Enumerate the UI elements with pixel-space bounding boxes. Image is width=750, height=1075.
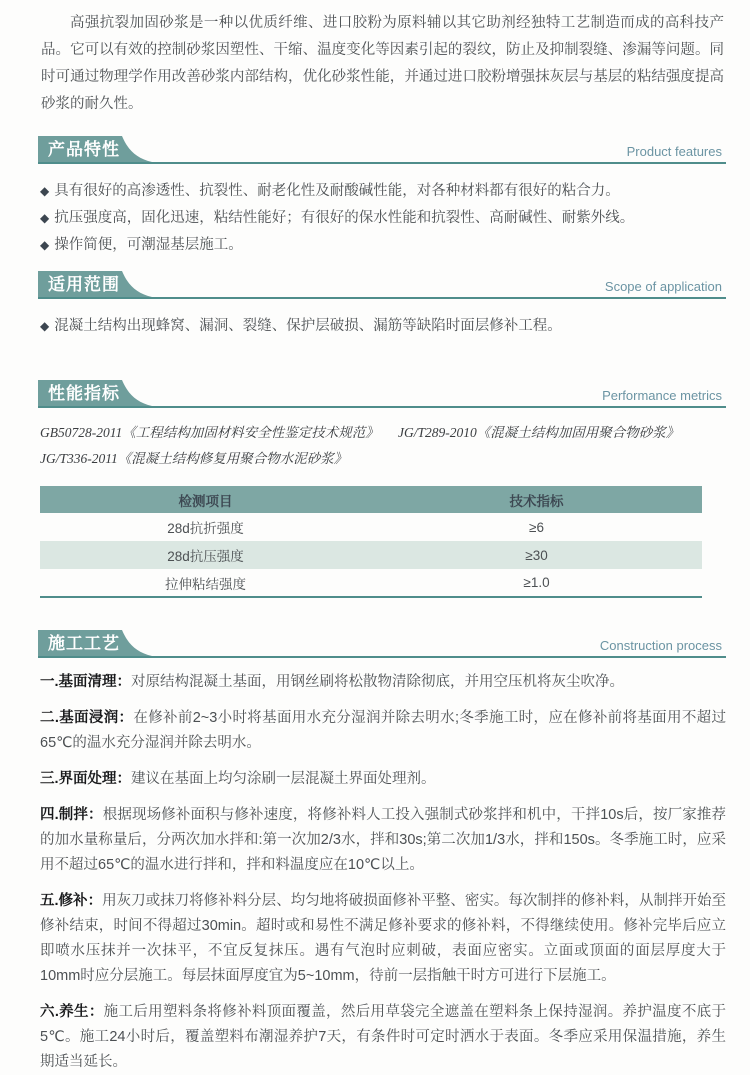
standard-reference: JG/T336-2011《混凝土结构修复用聚合物水泥砂浆》 [40, 451, 348, 466]
section-header-performance-metrics [38, 380, 726, 408]
table-row [40, 513, 702, 541]
table-row [40, 569, 702, 597]
standards-row [40, 420, 726, 446]
section-subtitle: Construction process [599, 638, 722, 653]
section-title: 适用范围 [38, 271, 122, 297]
badge-tail-shape [122, 271, 152, 297]
table-cell-value: ≥30 [371, 541, 702, 569]
table-cell-item: 28d抗折强度 [167, 521, 244, 536]
section-badge [38, 630, 152, 656]
section-badge [38, 380, 152, 406]
performance-table [40, 486, 702, 598]
construction-step [40, 803, 726, 878]
table-cell-value: ≥6 [529, 519, 544, 535]
section-title: 施工工艺 [38, 630, 122, 656]
diamond-bullet-icon: ◆ [40, 184, 50, 198]
diamond-bullet-icon: ◆ [40, 238, 50, 252]
table-header-tech-spec: 技术指标 [371, 486, 702, 513]
table-row [40, 541, 702, 569]
table-header-row [40, 486, 702, 513]
list-item [40, 178, 726, 205]
section-header-construction-process [38, 630, 726, 658]
section-header-product-features [38, 136, 726, 164]
table-cell-item: 28d抗压强度 [40, 541, 371, 569]
table-header-test-item: 检测项目 [40, 486, 371, 513]
badge-tail-shape [122, 136, 152, 162]
standard-reference: GB50728-2011《工程结构加固材料安全性鉴定技术规范》 [40, 425, 379, 440]
diamond-bullet-icon: ◆ [40, 319, 50, 333]
construction-step [40, 1000, 726, 1075]
construction-step [40, 767, 726, 792]
construction-steps [40, 670, 726, 1075]
step-label: 二.基面浸润： [40, 710, 134, 726]
standards-row [40, 446, 726, 472]
step-label: 三.界面处理： [40, 771, 132, 787]
feature-list [40, 178, 726, 259]
section-subtitle: Product features [626, 144, 722, 159]
step-text: 在修补前2~3小时将基面用水充分湿润并除去明水;冬季施工时，应在修补前将基面用不超过65℃的温水充分湿润并除去明水。 [40, 710, 727, 751]
diamond-bullet-icon: ◆ [40, 211, 50, 225]
construction-step [40, 706, 726, 756]
step-label: 六.养生： [40, 1004, 104, 1020]
feature-text: 抗压强度高，固化迅速，粘结性能好；有很好的保水性能和抗裂性、高耐碱性、耐紫外线。 [54, 210, 635, 226]
step-text: 建议在基面上均匀涂刷一层混凝土界面处理剂。 [131, 771, 436, 787]
section-title: 性能指标 [38, 380, 122, 406]
section-subtitle: Scope of application [604, 279, 722, 294]
step-text: 施工后用塑料条将修补料顶面覆盖，然后用草袋完全遮盖在塑料条上保持湿润。养护温度不底于5℃。施工24小时后，覆盖塑料布潮湿养护7天，有条件时可定时洒水于表面。冬季应采用保温措施，养生期适当延长。 [40, 1004, 726, 1070]
section-badge [38, 271, 152, 297]
application-text: 混凝土结构出现蜂窝、漏洞、裂缝、保护层破损、漏筋等缺陷时面层修补工程。 [54, 318, 562, 334]
step-label: 一.基面清理： [40, 674, 132, 690]
construction-step [40, 670, 726, 695]
badge-tail-shape [122, 630, 152, 656]
step-text: 用灰刀或抹刀将修补料分层、均匀地将破损面修补平整、密实。每次制拌的修补料，从制拌开始至修补结束，时间不得超过30min。超时或和易性不满足修补要求的修补料，不得继续使用。修补完毕后应立即喷水压抹并一次抹平，不宜反复抹压。遇有气泡时应刺破，表面应密实。立面或顶面的面层厚度大于10mm时应分层施工。每层抹面厚度宜为5~10mm，待前一层指触干时方可进行下层施工。 [40, 893, 726, 984]
step-label: 五.修补： [40, 893, 103, 909]
section-badge [38, 136, 152, 162]
step-text: 根据现场修补面积与修补速度，将修补料人工投入强制式砂浆拌和机中，干拌10s后，按厂家推荐的加水量称量后，分两次加水拌和:第一次加2/3水，拌和30s;第二次加1/3水，拌和150s。冬季施工时，应采用不超过65℃的温水进行拌和，拌和料温度应在10℃以上。 [40, 807, 727, 873]
list-item [40, 205, 726, 232]
standard-reference: JG/T289-2010《混凝土结构加固用聚合物砂浆》 [398, 425, 680, 440]
section-title: 产品特性 [38, 136, 122, 162]
section-subtitle: Performance metrics [602, 388, 722, 403]
table-cell-value: ≥1.0 [523, 575, 550, 590]
list-item [40, 232, 726, 259]
construction-step [40, 889, 726, 989]
standards-references [40, 420, 726, 472]
application-list [40, 313, 726, 340]
step-label: 四.制拌： [40, 807, 103, 823]
section-header-scope-of-application [38, 271, 726, 299]
list-item [40, 313, 726, 340]
step-text: 对原结构混凝土基面，用钢丝刷将松散物清除彻底，并用空压机将灰尘吹净。 [131, 674, 625, 690]
feature-text: 操作简便，可潮湿基层施工。 [54, 237, 243, 253]
feature-text: 具有很好的高渗透性、抗裂性、耐老化性及耐酸碱性能，对各种材料都有很好的粘合力。 [54, 183, 620, 199]
intro-paragraph: 高强抗裂加固砂浆是一种以优质纤维、进口胶粉为原料辅以其它助剂经独特工艺制造而成的高科技产品。它可以有效的控制砂浆因塑性、干缩、温度变化等因素引起的裂纹，防止及抑制裂缝、渗漏等问题。同时可通过物理学作用改善砂浆内部结构，优化砂浆性能，并通过进口胶粉增强抹灰层与基层的粘结强度提高砂浆的耐久性。 [41, 15, 724, 112]
badge-tail-shape [122, 380, 152, 406]
table-cell-item: 拉伸粘结强度 [165, 576, 246, 592]
